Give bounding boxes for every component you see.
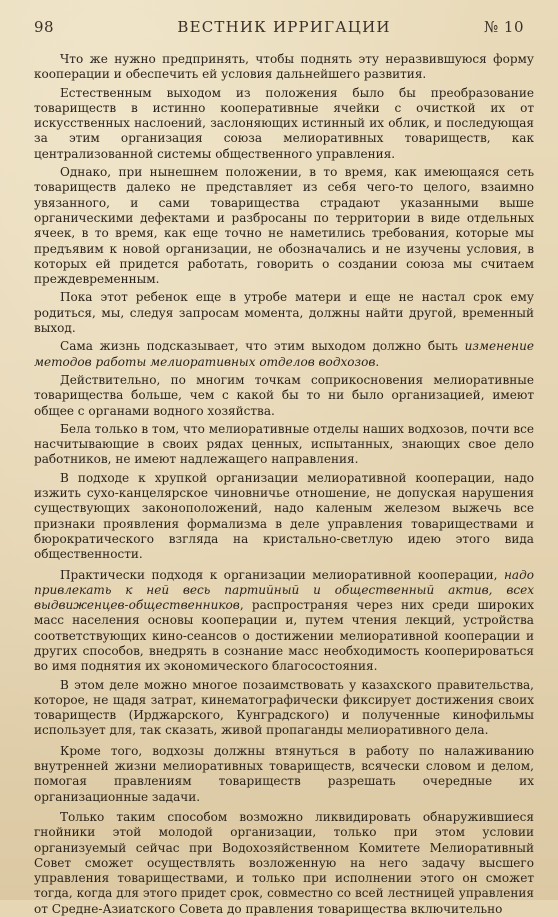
paragraph-text: Однако, при нынешнем положении, в то время, как имеющаяся сеть товариществ далеко не представляет из себя чего-то целого, взаимно увязанного, и сами товарищества страдают указанными выше органическими дефектами и разбросаны по территории в виде отдельных ячеек, в то время, как еще точно не наметились требования, которые мы предъявим к новой организации, не обозначались и не изучены условия, в которых ей придется работать, говорить о создании союза мы считаем преждевременным. bbox=[34, 165, 534, 287]
paragraph-tail: , распространяя через них среди широких масс населения основы кооперации и, путем чтения лекций, устройства соответствующих кино-сеансов о достижении мелиоративной кооперации и других способов, внедрять в сознание масс необходимость кооперироваться во имя поднятия их экономического благосостояния. bbox=[34, 598, 534, 674]
paragraph bbox=[34, 471, 534, 563]
paragraph bbox=[34, 744, 534, 805]
emphasized-text: надо привлекать к ней весь партийный и общественный актив, всех выдвиженцев-общественников bbox=[34, 567, 534, 613]
emphasized-text: изменение методов работы мелиоративных отделов водхозов bbox=[34, 339, 534, 369]
journal-title: ВЕСТНИК ИРРИГАЦИИ bbox=[177, 18, 391, 36]
paragraph bbox=[34, 568, 534, 675]
paragraph-text: Сама жизнь подсказывает, что этим выходом должно быть bbox=[60, 339, 465, 354]
paragraph-text: Действительно, по многим точкам соприкосновения мелиоративные товарищества больше, чем с какой бы то ни было организацией, имеют общее с органами водного хозяйства. bbox=[34, 372, 534, 418]
paragraph-text: Пока этот ребенок еще в утробе матери и еще не настал срок ему родиться, мы, следуя запросам момента, должны найти другой, временный выход. bbox=[34, 290, 534, 336]
paragraph bbox=[34, 165, 534, 287]
paragraph bbox=[34, 339, 534, 370]
issue-number: № 10 bbox=[483, 18, 524, 36]
paragraph-text: Бела только в том, что мелиоративные отделы наших водхозов, почти все насчитывающие в своих рядах ценных, испытанных, знающих свое дело работников, не имеют надлежащего направления. bbox=[34, 421, 534, 467]
paragraph bbox=[34, 52, 534, 83]
paragraph-tail: . bbox=[375, 354, 380, 369]
paragraph-text: Что же нужно предпринять, чтобы поднять эту неразвившуюся форму кооперации и обеспечить ей условия дальнейшего развития. bbox=[34, 52, 534, 82]
paragraph bbox=[34, 86, 534, 162]
page-number: 98 bbox=[34, 18, 55, 36]
paragraph bbox=[34, 373, 534, 419]
paragraph bbox=[34, 422, 534, 468]
paragraph-text: Только таким способом возможно ликвидировать обнаружившиеся гнойники этой молодой организации, только при этом условии организуемый сейчас при Водохозяйственном Комитете Мелиоративный Совет сможет осуществлять возложенную на него задачу высшего управления товариществами, и только при исполнении этого он сможет тогда, когда для этого придет срок, совместно со всей лестницей управления от Средне-Азиатского Совета до правления товарищества включительно bbox=[34, 809, 534, 916]
paragraph-text: Естественным выходом из положения было бы преобразование товариществ в истинно кооперативные ячейки с очисткой их от искусственных наслоений, заслоняющих истинный их облик, и последующая за этим организация союза мелиоративных товариществ, как централизованной системы общественного управления. bbox=[34, 85, 534, 161]
paragraph-text: Практически подходя к организации мелиоративной кооперации, bbox=[60, 567, 504, 582]
paragraph-text: В этом деле можно многое позаимствовать у казахского правительства, которое, не щадя затрат, кинематографически фиксирует достижения своих товариществ (Ирджарского, Кунградского) и полученные кинофильмы использует для, так сказать, живой пропаганды мелиоративного дела. bbox=[34, 677, 534, 738]
paragraph bbox=[34, 290, 534, 336]
running-header bbox=[34, 14, 534, 44]
paragraph-text: Кроме того, водхозы должны втянуться в работу по налаживанию внутренней жизни мелиоративных товариществ, всячески словом и делом, помогая правлениям товариществ разрешать очередные их организационные задачи. bbox=[34, 743, 534, 804]
paragraph bbox=[34, 678, 534, 739]
article-body bbox=[34, 52, 534, 917]
paragraph-text: В подходе к хрупкой организации мелиоративной кооперации, надо изжить сухо-канцелярское чиновничье отношение, не допуская нарушения существующих законоположений, надо каленым железом выжечь все признаки проявления формализма в деле управления товариществами и бюрократического взгляда на кристально-светлую идею этого вида общественности. bbox=[34, 470, 534, 562]
paragraph bbox=[34, 810, 534, 917]
